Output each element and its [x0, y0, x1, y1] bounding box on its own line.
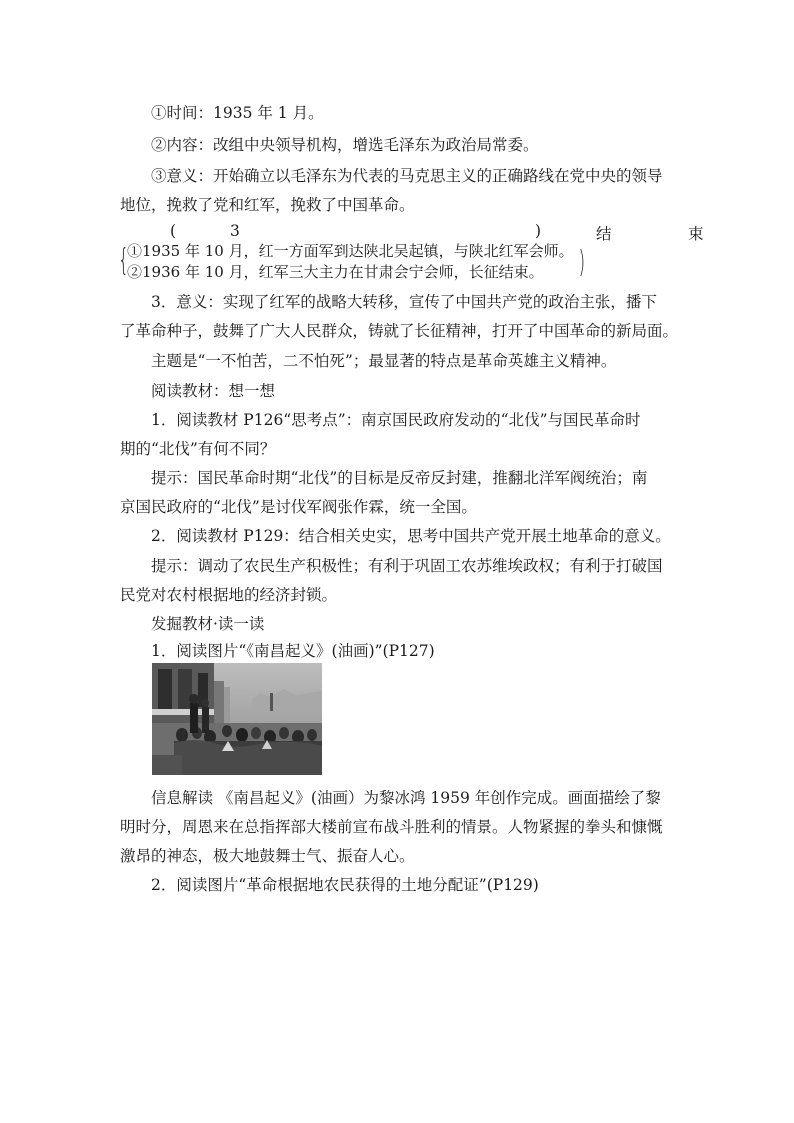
text-line-time: ①时间：1935 年 1 月。	[151, 104, 324, 122]
text-line-hint-1: 提示：国民革命时期“北伐”的目标是反帝反封建，推翻北洋军阀统治；南	[151, 469, 648, 487]
section-heading-read-think: 阅读教材：想一想	[151, 382, 276, 400]
left-brace-icon: {	[118, 243, 129, 278]
heading-close-paren: )	[535, 222, 542, 240]
text-line-content: ②内容：改组中央领导机构，增选毛泽东为政治局常委。	[151, 136, 539, 154]
brace-item-1: ①1935 年 10 月，红一方面军到达陕北吴起镇，与陕北红军会师。	[127, 242, 574, 260]
text-line-picture-2: 2．阅读图片“革命根据地农民获得的土地分配证”(P129)	[151, 876, 539, 894]
painting-illustration	[152, 663, 322, 775]
brace-list	[118, 241, 598, 285]
text-line-theme: 主题是“一不怕苦，二不怕死”；最显著的特点是革命英雄主义精神。	[151, 352, 617, 370]
right-paren-icon: )	[578, 245, 586, 280]
nanchang-uprising-painting	[152, 663, 322, 775]
text-line-significance-cont: 地位，挽救了党和红军，挽救了中国革命。	[120, 196, 415, 214]
brace-item-2: ②1936 年 10 月，红军三大主力在甘肃会宁会师，长征结束。	[127, 263, 544, 281]
text-line-question-1: 1．阅读教材 P126“思考点”：南京国民政府发动的“北伐”与国民革命时	[151, 411, 641, 429]
heading-number: 3	[230, 222, 240, 240]
text-line-question-1-cont: 期的“北伐”有何不同？	[120, 440, 276, 458]
text-line-hint-1-cont: 京国民政府的“北伐”是讨伐军阀张作霖，统一全国。	[120, 498, 477, 516]
text-line-meaning: 3．意义：实现了红军的战略大转移，宣传了中国共产党的政治主张，播下	[151, 293, 657, 311]
text-line-significance: ③意义：开始确立以毛泽东为代表的马克思主义的正确路线在党中央的领导	[151, 167, 663, 185]
text-line-meaning-cont: 了革命种子，鼓舞了广大人民群众，铸就了长征精神，打开了中国革命的新局面。	[120, 322, 679, 340]
heading-open-paren: (	[170, 222, 177, 240]
text-line-info-cont-2: 激昂的神态，极大地鼓舞士气、振奋人心。	[120, 847, 415, 865]
text-line-picture-1: 1．阅读图片“《南昌起义》(油画)”(P127)	[151, 642, 435, 660]
heading-word-shu: 束	[688, 225, 704, 243]
text-line-info-interpretation: 信息解读 《南昌起义》(油画）为黎冰鸿 1959 年创作完成。画面描绘了黎	[151, 789, 661, 807]
text-line-hint-2-cont: 民党对农村根据地的经济封锁。	[120, 586, 338, 604]
section-heading-read-explore: 发掘教材·读一读	[151, 615, 265, 633]
text-line-hint-2: 提示：调动了农民生产积极性；有利于巩固工农苏维埃政权；有利于打破国	[151, 557, 663, 575]
text-line-question-2: 2．阅读教材 P129：结合相关史实，思考中国共产党开展土地革命的意义。	[151, 527, 671, 545]
text-line-info-cont-1: 明时分，周恩来在总指挥部大楼前宣布战斗胜利的情景。人物紧握的拳头和慷慨	[120, 818, 663, 836]
heading-word-jie: 结	[596, 225, 612, 243]
